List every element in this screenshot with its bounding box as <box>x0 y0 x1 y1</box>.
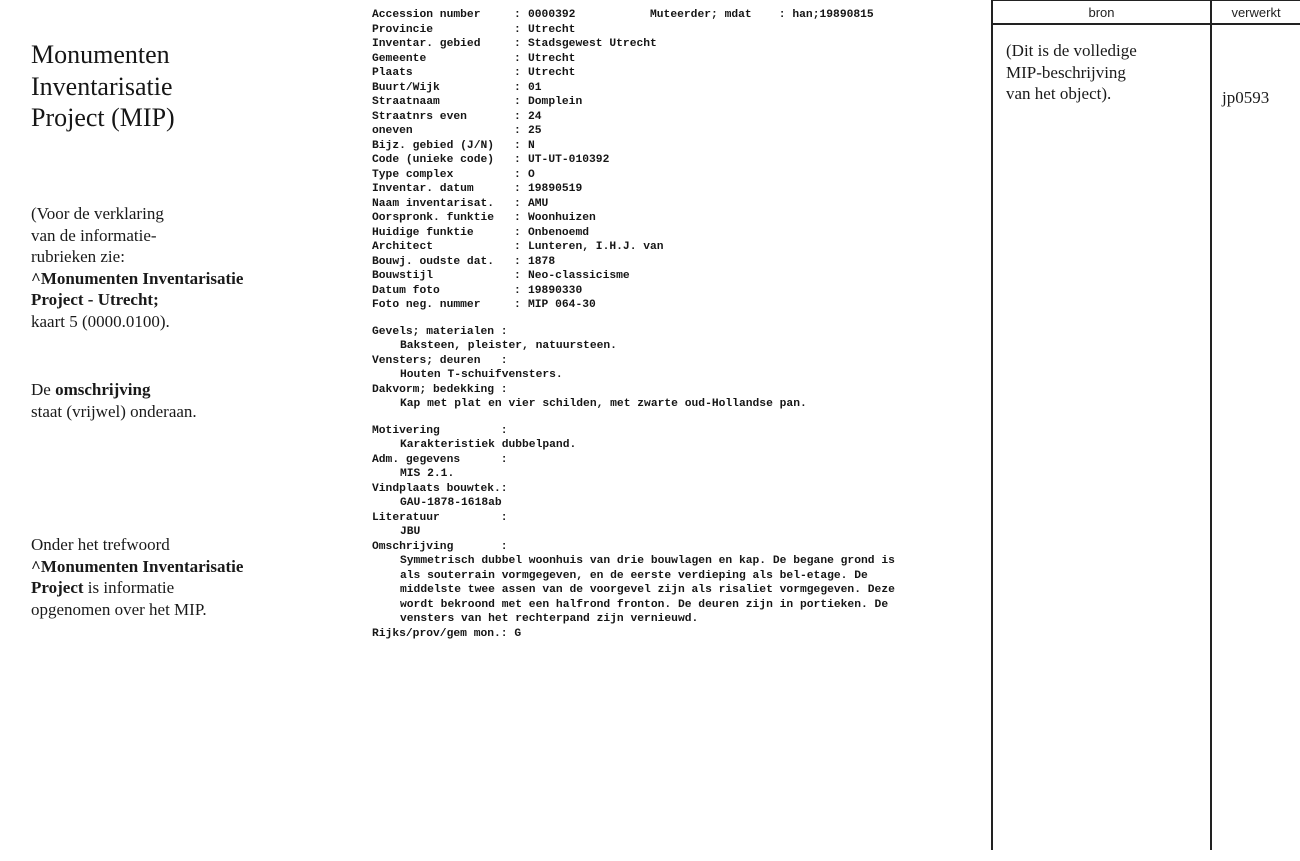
description-note <box>31 379 197 422</box>
note-line: rubrieken zie: <box>31 247 125 266</box>
field-colon: : <box>514 284 521 297</box>
verwerkt-cell: jp0593 <box>1222 88 1270 107</box>
field-key: Inventar. gebied <box>372 38 481 50</box>
field-key: Architect <box>372 241 434 253</box>
table-divider-middle <box>1210 0 1212 850</box>
field-key: Oorspronk. funktie <box>372 212 495 224</box>
rijks-field: Rijks/prov/gem mon.: G <box>372 627 522 640</box>
note-line: van de informatie- <box>31 225 157 245</box>
record-field <box>372 211 972 226</box>
field-key: Plaats <box>372 67 413 79</box>
reference-link: ^Monumenten Inventarisatie <box>31 268 244 288</box>
record-field <box>372 269 972 284</box>
reference-link-cont: Project - Utrecht; <box>31 290 159 309</box>
field-colon: : <box>514 168 521 181</box>
field-key: Gemeente <box>372 52 427 65</box>
omschrijving-line: vensters van het rechterpand zijn vernieuwd. <box>400 613 699 625</box>
vindplaats-label: Vindplaats bouwtek.: <box>372 482 508 495</box>
keyword-note <box>31 534 243 620</box>
field-colon: : <box>514 52 521 65</box>
field-value: Neo-classicisme <box>528 270 630 282</box>
dakvorm-label: Dakvorm; bedekking : <box>372 383 508 396</box>
omschrijving-line: als souterrain vormgegeven, en de eerste verdieping als bel-etage. De <box>400 569 868 582</box>
field-value: Utrecht <box>528 23 576 36</box>
field-key: Bouwj. oudste dat. <box>372 255 495 268</box>
field-colon: : <box>514 38 521 50</box>
note-line: (Voor de verklaring <box>31 204 164 223</box>
field-key: Bouwstijl <box>372 270 434 282</box>
field-value: 24 <box>528 110 542 123</box>
muteerder-field: Muteerder; mdat : han;19890815 <box>650 9 874 21</box>
field-key: Straatnrs even <box>372 110 467 123</box>
field-value: Woonhuizen <box>528 212 596 224</box>
record-field <box>372 240 972 255</box>
field-colon: : <box>514 154 521 166</box>
field-colon: : <box>514 299 521 311</box>
page-title: Monumenten Inventarisatie Project (MIP) <box>31 40 175 132</box>
field-key: Straatnaam <box>372 96 440 108</box>
table-header-rule <box>991 23 1300 25</box>
field-colon: : <box>514 9 521 21</box>
field-key: Type complex <box>372 168 454 181</box>
omschrijving-line: middelste twee assen van de voorgevel zijn als risaliet vormgegeven. Deze <box>400 584 895 596</box>
field-value: Stadsgewest Utrecht <box>528 38 657 50</box>
field-value: Utrecht <box>528 67 576 79</box>
adm-value: MIS 2.1. <box>400 468 455 480</box>
field-value: 25 <box>528 125 542 137</box>
field-colon: : <box>514 125 521 137</box>
field-colon: : <box>514 110 521 123</box>
bron-header: bron <box>1088 5 1115 20</box>
record-field <box>372 182 972 197</box>
field-value: O <box>528 168 535 181</box>
record-field <box>372 197 972 212</box>
literatuur-value: JBU <box>400 526 421 538</box>
keyword-link: ^Monumenten Inventarisatie <box>31 556 244 576</box>
record-field <box>372 255 972 270</box>
note-line: staat (vrijwel) onderaan. <box>31 401 197 421</box>
note-line: Onder het trefwoord <box>31 535 170 554</box>
field-value: UT-UT-010392 <box>528 154 610 166</box>
field-key: Naam inventarisat. <box>372 197 495 210</box>
record-field <box>372 81 972 96</box>
field-key: Inventar. datum <box>372 183 474 195</box>
verwerkt-header: verwerkt <box>1231 5 1281 20</box>
field-key: Datum foto <box>372 284 440 297</box>
table-top-border <box>991 0 1300 1</box>
literatuur-label: Literatuur : <box>372 511 508 524</box>
field-value: Domplein <box>528 96 583 108</box>
field-colon: : <box>514 241 521 253</box>
field-key: Accession number <box>372 9 481 21</box>
omschrijving-label: Omschrijving : <box>372 540 508 553</box>
record-field <box>372 139 972 154</box>
field-colon: : <box>514 255 521 268</box>
field-value: 0000392 <box>528 9 576 21</box>
field-colon: : <box>514 96 521 108</box>
field-colon: : <box>514 23 521 36</box>
record-field <box>372 168 972 183</box>
record-field <box>372 110 972 125</box>
note-text: De <box>31 380 56 399</box>
field-key: Buurt/Wijk <box>372 81 440 94</box>
field-colon: : <box>514 81 521 94</box>
record-field <box>372 52 972 67</box>
omschrijving-line: Symmetrisch dubbel woonhuis van drie bouwlagen en kap. De begane grond is <box>400 555 895 567</box>
record-field <box>372 37 972 52</box>
field-colon: : <box>514 197 521 210</box>
note-text: is informatie <box>83 578 175 597</box>
adm-label: Adm. gegevens : <box>372 453 508 466</box>
field-colon: : <box>514 212 521 224</box>
record-field <box>372 124 972 139</box>
field-value: 01 <box>528 81 542 94</box>
field-value: 1878 <box>528 255 556 268</box>
vindplaats-value: GAU-1878-1618ab <box>400 497 502 509</box>
field-key: Provincie <box>372 23 434 36</box>
motivering-value: Karakteristiek dubbelpand. <box>400 439 577 451</box>
field-value: 19890330 <box>528 284 583 297</box>
record-field <box>372 153 972 168</box>
field-key: oneven <box>372 125 413 137</box>
field-colon: : <box>514 226 521 239</box>
gevels-label: Gevels; materialen : <box>372 325 508 338</box>
field-value: N <box>528 139 535 152</box>
field-value: MIP 064-30 <box>528 299 596 311</box>
record-fields <box>372 8 972 313</box>
field-value: AMU <box>528 197 549 210</box>
field-colon: : <box>514 183 521 195</box>
dakvorm-value: Kap met plat en vier schilden, met zwarte oud-Hollandse pan. <box>400 398 807 410</box>
vensters-value: Houten T-schuifvensters. <box>400 369 563 381</box>
field-key: Code (unieke code) <box>372 154 495 166</box>
vensters-label: Vensters; deuren : <box>372 354 508 367</box>
explanation-note <box>31 203 243 332</box>
field-key: Foto neg. nummer <box>372 299 481 311</box>
table-divider-left <box>991 0 993 850</box>
record-field <box>372 66 972 81</box>
field-value: Onbenoemd <box>528 226 590 239</box>
record-field <box>372 23 972 38</box>
field-value: 19890519 <box>528 183 583 195</box>
keyword-link-cont: Project <box>31 578 84 597</box>
record-field <box>372 284 972 299</box>
note-line: kaart 5 (0000.0100). <box>31 311 170 331</box>
field-colon: : <box>514 139 521 152</box>
record-field <box>372 95 972 110</box>
note-line: opgenomen over het MIP. <box>31 599 207 619</box>
field-colon: : <box>514 270 521 282</box>
gevels-value: Baksteen, pleister, natuursteen. <box>400 340 617 352</box>
mip-record <box>372 8 972 641</box>
field-value: Utrecht <box>528 52 576 65</box>
field-value: Lunteren, I.H.J. van <box>528 241 664 253</box>
omschrijving-line: wordt bekroond met een halfrond fronton. De deuren zijn in portieken. De <box>400 598 889 611</box>
motivering-label: Motivering : <box>372 424 508 437</box>
record-field <box>372 298 972 313</box>
field-colon: : <box>514 67 521 79</box>
field-key: Huidige funktie <box>372 226 474 239</box>
note-bold: omschrijving <box>55 380 151 399</box>
field-key: Bijz. gebied (J/N) <box>372 139 495 152</box>
record-field <box>372 226 972 241</box>
bron-cell: (Dit is de volledige MIP-beschrijving van het object). <box>1006 41 1137 103</box>
